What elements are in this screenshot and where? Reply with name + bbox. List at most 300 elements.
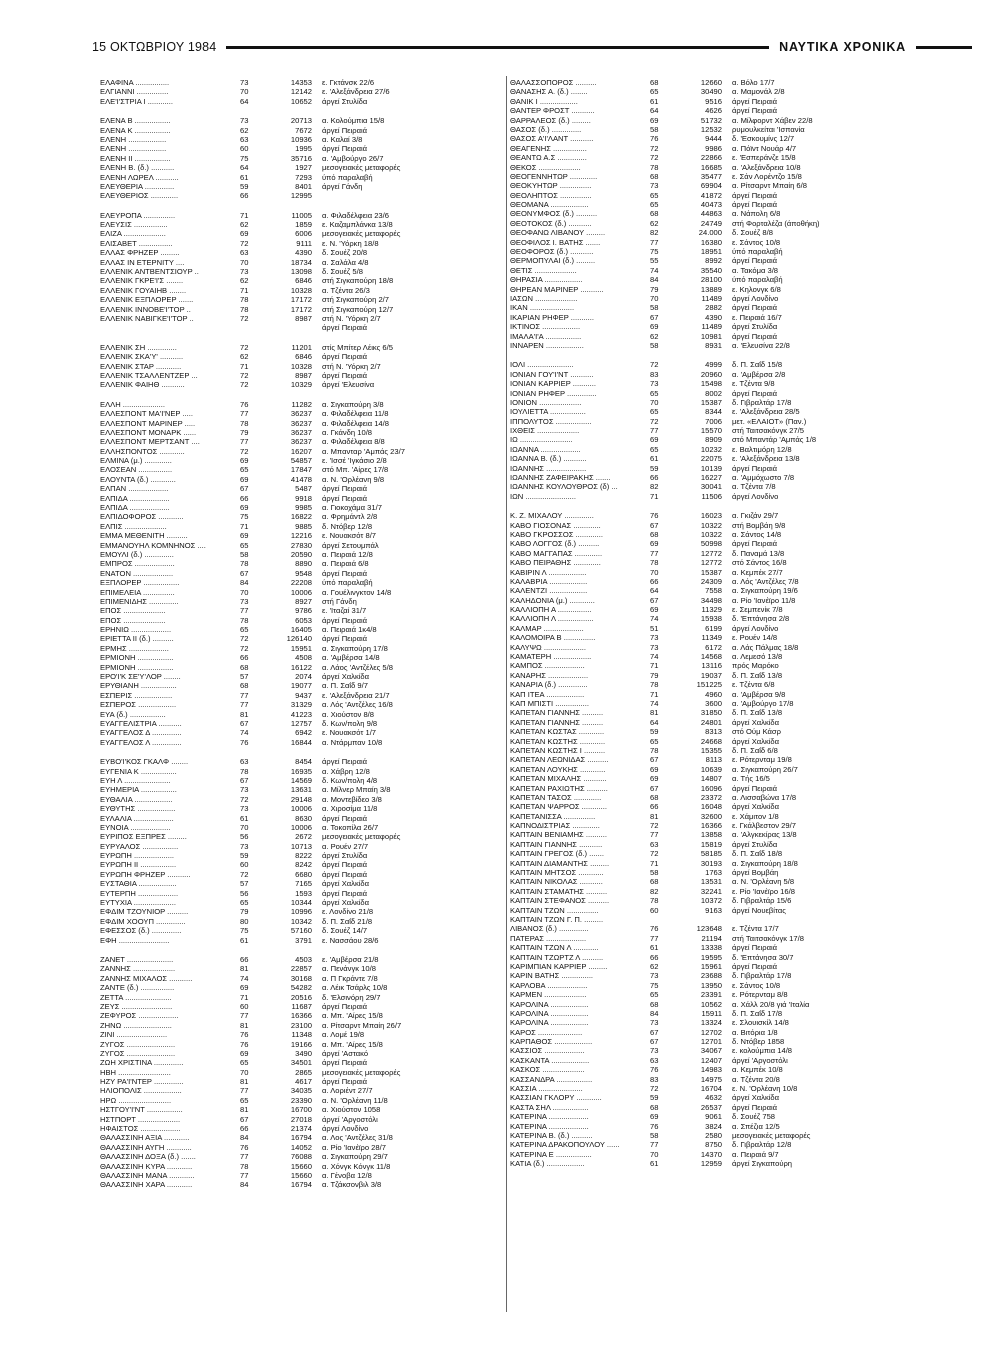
ship-row xyxy=(510,266,910,275)
ship-name: ΕΝΑΤΟΝ ................... xyxy=(100,568,174,578)
tonnage xyxy=(266,323,322,332)
ship-status: α. Σιγκαπούρη 26/7 xyxy=(732,764,798,774)
ship-row xyxy=(510,586,910,595)
ship-name: ΖΑΝΝΗΣ ΜΙΧΑΛΟΣ ........... xyxy=(100,973,193,983)
build-year: 67 xyxy=(650,783,659,793)
ship-row xyxy=(510,482,910,491)
build-year: 78 xyxy=(240,304,249,314)
build-year: 58 xyxy=(650,1130,659,1140)
tonnage: 54282 xyxy=(290,983,312,993)
build-year: 67 xyxy=(650,755,659,765)
ship-name: ΕΛΛΕΝΙΚ ΕΞΠΛΟΡΕΡ ....... xyxy=(100,295,194,305)
ship-name: ΚΑΠΝΟΔΙΣΤΡΙΑΣ ............. xyxy=(510,821,600,831)
build-year: 73 xyxy=(240,78,249,87)
tonnage: 54857 xyxy=(290,456,312,466)
ship-status: α. Λός 'Αντζέλες 7/8 xyxy=(732,576,799,586)
tonnage: 17847 xyxy=(290,465,312,475)
ship-name: ΕΛΛΕΝΙΚ ΣΗ .............. xyxy=(100,342,177,352)
ship-name: ΕΥΗ Λ ...................... xyxy=(100,775,171,785)
ship-status: άργεί Σετουμπάλ xyxy=(322,540,379,550)
tonnage: 16096 xyxy=(700,783,722,793)
ship-name: ΕΥΡΩΠΗ ................... xyxy=(100,851,175,861)
build-year: 62 xyxy=(240,220,249,230)
ship-row xyxy=(510,256,910,265)
tonnage: 13950 xyxy=(700,980,722,990)
ship-name: ΖΙΝΙ ........................ xyxy=(100,1030,168,1040)
ship-group xyxy=(510,360,910,501)
ship-row xyxy=(100,1124,500,1133)
build-year: 70 xyxy=(650,1149,659,1159)
ship-name: ΘΑΝΙΚ Ι .................. xyxy=(510,96,578,106)
ship-name: ΚΑΠΕΤΑΝ ΚΩΣΤΗΣ ............ xyxy=(510,736,606,746)
build-year: 78 xyxy=(650,745,659,755)
ship-row xyxy=(510,877,910,886)
tonnage: 16048 xyxy=(700,802,722,812)
ship-status: δ. 'Επτάνησα 30/7 xyxy=(732,952,794,962)
tonnage: 9986 xyxy=(705,143,722,153)
ship-row xyxy=(100,531,500,540)
ship-status: δ. 'Εσκουμίνς 12/7 xyxy=(732,134,795,144)
ship-row xyxy=(510,228,910,237)
build-year: 65 xyxy=(240,1058,249,1068)
ship-row xyxy=(100,135,500,144)
ship-row xyxy=(510,643,910,652)
build-year: 69 xyxy=(240,474,249,484)
ship-status: δ. Γιβραλτάρ 17/8 xyxy=(732,397,792,407)
ship-status: άργεί Σιγκαπούρη xyxy=(732,1159,793,1169)
ship-status: ε. Τζέντα 9/8 xyxy=(732,379,775,389)
ship-row xyxy=(100,163,500,172)
build-year: 63 xyxy=(650,839,659,849)
ship-status: ύπό παραλαβή xyxy=(322,578,373,588)
ship-row xyxy=(100,814,500,823)
build-year: 72 xyxy=(240,794,249,804)
ship-name: ΕΜΜΑ ΜΕΘΕΝΙΤΗ .......... xyxy=(100,531,188,541)
tonnage: 34498 xyxy=(700,595,722,605)
ship-name: ΕΛΠΙΔΑ ................... xyxy=(100,503,170,513)
ship-row xyxy=(510,1065,910,1074)
ship-status: α. Λάος 'Αντζέλες 5/8 xyxy=(322,662,393,672)
ship-name: ΕΛΕΥΣΙΣ ................ xyxy=(100,220,168,230)
build-year: 69 xyxy=(650,764,659,774)
ship-name: ΚΑΠΕΤΑΝ ΓΙΑΝΝΗΣ .......... xyxy=(510,708,604,718)
ship-name: ΕΦΗ ........................ xyxy=(100,935,170,945)
build-year: 70 xyxy=(650,567,659,577)
build-year: 65 xyxy=(650,407,659,417)
ship-name: ΕΛΟΥΝΤΑ (δ.) ............ xyxy=(100,474,176,484)
build-year: 81 xyxy=(240,709,249,719)
ship-name: ΕΜΟΥΛΙ (δ.) .............. xyxy=(100,549,174,559)
tonnage: 22075 xyxy=(700,454,722,464)
build-year: 68 xyxy=(240,662,249,672)
ship-name: ΚΑΣΤΑ ΣΗΛ ................. xyxy=(510,1102,589,1112)
ship-status: άργεί Λονδίνο xyxy=(732,491,779,501)
ship-row xyxy=(100,681,500,690)
ship-status: α. Ν. 'Ορλέανη 5/8 xyxy=(732,877,795,887)
tonnage: 4999 xyxy=(705,360,722,370)
tonnage: 23100 xyxy=(290,1020,312,1030)
ship-name: ΚΑΠΤΑΙΝ ΣΤΕΦΑΝΟΣ .......... xyxy=(510,896,610,906)
tonnage: 13531 xyxy=(700,877,722,887)
build-year: 59 xyxy=(650,727,659,737)
tonnage: 14052 xyxy=(290,1142,312,1152)
ship-name: ΚΑΠΤΑΙΝ ΜΗΤΣΟΣ ............ xyxy=(510,868,604,878)
tonnage: 32600 xyxy=(700,811,722,821)
build-year: 71 xyxy=(240,992,249,1002)
ship-status: ε. Πειραιά 16/7 xyxy=(732,312,782,322)
build-year: 65 xyxy=(650,190,659,200)
ship-name: ΕΛΛΑΣ ΦΡΗΖΕΡ ......... xyxy=(100,248,180,258)
ship-name: ΕΛΛΕΣΠΟΝΤ ΜΑ'Ι'ΝΕΡ ..... xyxy=(100,409,193,419)
build-year: 58 xyxy=(650,868,659,878)
ship-status: α. Καλαί 3/8 xyxy=(322,134,363,144)
ship-status: α. Πειραιά 1κ4/8 xyxy=(322,625,377,635)
ship-row xyxy=(510,680,910,689)
tonnage: 126140 xyxy=(286,634,312,644)
build-year: 75 xyxy=(240,926,249,936)
build-year: 59 xyxy=(650,1093,659,1103)
tonnage: 11687 xyxy=(291,1001,312,1011)
ship-row xyxy=(510,708,910,717)
build-year: 68 xyxy=(650,78,659,87)
ship-row xyxy=(100,860,500,869)
ship-name: ΕΞΠΛΟΡΕΡ ................. xyxy=(100,578,180,588)
ship-row xyxy=(510,454,910,463)
ship-status: δ. Κων/πολη 9/8 xyxy=(322,719,378,728)
ship-row xyxy=(100,1152,500,1161)
build-year: 71 xyxy=(240,285,249,295)
ship-name: ΚΑΡΟΛΙΝΑ .................. xyxy=(510,1018,589,1028)
ship-row xyxy=(100,220,500,229)
ship-status: ε. Χάμιτον 1/8 xyxy=(732,811,779,821)
build-year: 69 xyxy=(650,774,659,784)
tonnage: 14569 xyxy=(290,775,312,785)
ship-row xyxy=(510,915,910,924)
ship-row xyxy=(100,785,500,794)
ship-name: ΗΡΩ ......................... xyxy=(100,1095,172,1105)
ship-name: ΖΑΝΤΕ (δ.) ................ xyxy=(100,983,175,993)
ship-row xyxy=(510,1037,910,1046)
ship-row xyxy=(100,380,500,389)
build-year: 61 xyxy=(240,813,249,823)
tonnage: 22208 xyxy=(290,578,312,588)
ship-row xyxy=(100,323,500,332)
build-year: 69 xyxy=(240,229,249,239)
ship-status: άργεί Λονδίνο xyxy=(322,1124,369,1134)
ship-status: δ. Π. Σαΐδ 6/8 xyxy=(732,745,778,755)
ship-group xyxy=(510,511,910,1168)
build-year: 72 xyxy=(240,238,249,248)
ship-row xyxy=(510,652,910,661)
ship-status: α. Πειραιά 12/8 xyxy=(322,549,373,559)
tonnage: 19037 xyxy=(700,670,722,680)
ship-status: ε. Νασσάου 28/6 xyxy=(322,935,379,945)
ship-row xyxy=(100,1011,500,1020)
ship-row xyxy=(100,889,500,898)
ship-name: ΚΑΠΕΤΑΝΙΣΣΑ ............... xyxy=(510,811,596,821)
tonnage: 11282 xyxy=(291,399,312,409)
ship-row xyxy=(100,1086,500,1095)
ship-name: ΕΛΕΥΡΟΠΑ ............... xyxy=(100,210,176,220)
tonnage: 10981 xyxy=(700,331,722,341)
ship-row xyxy=(100,1096,500,1105)
build-year: 67 xyxy=(240,719,249,728)
ship-row xyxy=(100,456,500,465)
ship-status xyxy=(732,915,910,924)
ship-status: δ. 'Ελσινόρη 29/7 xyxy=(322,992,381,1002)
tonnage: 2882 xyxy=(705,303,722,313)
tonnage: 16227 xyxy=(700,473,722,483)
build-year: 67 xyxy=(240,484,249,494)
ship-status: α. 'Αμβούργο 17/8 xyxy=(732,699,794,708)
ship-row xyxy=(100,1180,500,1189)
build-year: 69 xyxy=(650,322,659,332)
ship-name: ΕΥΡΩΠΗ ΙΙ ................. xyxy=(100,860,177,870)
tonnage: 35540 xyxy=(700,265,722,275)
build-year: 74 xyxy=(240,973,249,983)
tonnage: 8454 xyxy=(295,757,312,767)
ship-name: ΘΑΛΑΣΣΙΝΗ ΑΞΙΑ ............ xyxy=(100,1133,190,1143)
build-year: 66 xyxy=(650,473,659,483)
ship-row xyxy=(510,896,910,905)
ship-name: ΙΟΝΙΑΝ ΓΟΥ'Ι'ΝΤ ........... xyxy=(510,369,594,379)
ship-row xyxy=(510,125,910,134)
ship-group xyxy=(100,757,500,945)
tonnage: 22866 xyxy=(700,153,722,163)
ship-name: ΚΑΛΑΒΡΙΑ .................. xyxy=(510,576,588,586)
tonnage: 10139 xyxy=(700,463,722,473)
ship-name: ΚΑΛΟΜΟΙΡΑ Β ............... xyxy=(510,633,596,643)
tonnage: 13116 xyxy=(701,661,722,671)
ship-status: μεσογειακές μεταφορές xyxy=(322,1067,401,1077)
ship-name: ΙΟΝΙΑΝ ΡΗΦΕΡ .............. xyxy=(510,388,597,398)
tonnage: 12660 xyxy=(700,78,722,87)
ship-row xyxy=(510,97,910,106)
build-year: 78 xyxy=(240,766,249,776)
build-year: 60 xyxy=(240,144,249,154)
ship-name: ΙΩΝ ........................ xyxy=(510,491,577,501)
build-year: 76 xyxy=(240,1142,249,1152)
build-year: 59 xyxy=(240,851,249,861)
ship-status: α. Βιτόρια 1/8 xyxy=(732,1027,778,1037)
ship-name: ΗΖΥ ΡΑ'Ι'ΝΤΕΡ .............. xyxy=(100,1077,184,1087)
tonnage: 2580 xyxy=(705,1130,722,1140)
ship-row xyxy=(510,821,910,830)
ship-row xyxy=(510,322,910,331)
build-year: 67 xyxy=(650,1037,659,1047)
ship-row xyxy=(510,1056,910,1065)
build-year: 66 xyxy=(240,653,249,663)
ship-name: ΚΑΠΕΤΑΝ ΚΩΣΤΗΣ Ι .......... xyxy=(510,745,606,755)
tonnage: 10562 xyxy=(700,999,722,1009)
ship-status: άργεί Πειραιά xyxy=(322,888,368,898)
build-year: 74 xyxy=(650,614,659,624)
tonnage: 20713 xyxy=(290,116,312,126)
ship-status: α. 'Αλγκεκίρας 13/8 xyxy=(732,830,797,840)
ship-row xyxy=(100,559,500,568)
ship-row xyxy=(100,191,500,200)
tonnage: 36237 xyxy=(290,437,312,447)
ship-row xyxy=(100,569,500,578)
ship-name: ΙΩΑΝΝΗΣ ................... xyxy=(510,463,587,473)
tonnage: 23390 xyxy=(290,1095,312,1105)
tonnage: 10328 xyxy=(290,285,312,295)
ship-status: στή Γάνδη xyxy=(322,596,357,606)
tonnage: 11349 xyxy=(701,633,722,643)
ship-name: ΘΕΟΚΥΗΤΩΡ ............... xyxy=(510,181,592,191)
ship-list-left-column xyxy=(100,78,500,1200)
ship-name: ΚΑΠ ΙΤΕΑ .................. xyxy=(510,689,585,699)
ship-row xyxy=(100,823,500,832)
build-year: 67 xyxy=(650,312,659,322)
ship-name: ΠΑΤΕΡΑΣ ................... xyxy=(510,933,587,943)
ship-status: άργεί Νουεβίτας xyxy=(732,905,786,915)
tonnage: 30193 xyxy=(700,858,722,868)
ship-status: άργεί Πειραιά xyxy=(322,813,368,823)
tonnage: 9918 xyxy=(295,493,312,503)
ship-name: ΙΟΥΛΙΕΤΤΑ ................. xyxy=(510,407,586,417)
ship-name: ΘΑΣΟΣ (δ.) .............. xyxy=(510,124,582,134)
ship-status: ε. Ν. 'Υόρκη 18/8 xyxy=(322,238,379,248)
tonnage: 12995 xyxy=(290,191,312,201)
ship-name: ΘΕΟΝΥΜΦΟΣ (δ.) .......... xyxy=(510,209,598,219)
ship-row xyxy=(510,755,910,764)
tonnage: 8222 xyxy=(295,851,312,861)
ship-name: ΚΑΠΕΤΑΝ ΛΕΩΝΙΔΑΣ .......... xyxy=(510,755,609,765)
ship-row xyxy=(510,285,910,294)
ship-name: ΕΛΛΕΝΙΚ ΣΚΑ'Υ' ........... xyxy=(100,352,184,362)
tonnage: 41872 xyxy=(700,190,722,200)
ship-name: ΚΑΤΕΡΙΝΑ Ε ................. xyxy=(510,1149,592,1159)
build-year: 81 xyxy=(650,708,659,718)
build-year: 71 xyxy=(650,858,659,868)
tonnage: 24749 xyxy=(700,218,722,228)
ship-row xyxy=(100,97,500,106)
ship-status: α. Ρίτσαρντ Μπαίη 6/8 xyxy=(732,181,807,191)
tonnage: 29148 xyxy=(290,794,312,804)
tonnage: 7293 xyxy=(295,172,312,182)
build-year: 75 xyxy=(650,247,659,257)
build-year: 51 xyxy=(650,623,659,633)
build-year: 80 xyxy=(240,916,249,926)
ship-name: ΚΑΡΟΛΙΝΑ .................. xyxy=(510,999,589,1009)
build-year: 65 xyxy=(650,200,659,210)
build-year: 68 xyxy=(240,681,249,691)
build-year: 77 xyxy=(240,409,249,419)
tonnage: 30490 xyxy=(700,87,722,97)
ship-status: α. Σιγκαπούρη 17/8 xyxy=(322,643,388,653)
ship-row xyxy=(100,1058,500,1067)
ship-name: ΚΑΡΠΑΘΟΣ .................. xyxy=(510,1037,593,1047)
build-year: 61 xyxy=(650,943,659,953)
tonnage: 15387 xyxy=(700,397,722,407)
build-year: 65 xyxy=(650,736,659,746)
ship-row xyxy=(100,1105,500,1114)
build-year: 67 xyxy=(240,775,249,785)
tonnage: 36237 xyxy=(290,427,312,437)
ship-status: α. Τοκοπίλα 26/7 xyxy=(322,822,379,832)
build-year: 82 xyxy=(650,228,659,238)
ship-row xyxy=(510,953,910,962)
ship-group xyxy=(100,955,500,1190)
build-year: 71 xyxy=(650,661,659,671)
ship-row xyxy=(100,314,500,323)
ship-status: α. Λέικ Τσάρλς 10/8 xyxy=(322,983,388,993)
build-year: 68 xyxy=(650,529,659,539)
ship-row xyxy=(100,87,500,96)
ship-name: ΙΟΝΙΑΝ ΚΑΡΡΙΕΡ ........... xyxy=(510,379,596,389)
ship-row xyxy=(100,239,500,248)
tonnage: 31329 xyxy=(290,700,312,710)
tonnage: 19077 xyxy=(290,681,312,691)
build-year: 61 xyxy=(650,1159,659,1169)
ship-name: ΖΕΥΣ ........................ xyxy=(100,1001,173,1011)
tonnage: 1593 xyxy=(295,888,312,898)
ship-status: στή Σιγκαπούρη 12/7 xyxy=(322,304,394,314)
ship-name: ΕΛΕΝΗ ΙΙ ................. xyxy=(100,153,171,163)
ship-status: στή Σιγκαπούρη 2/7 xyxy=(322,295,390,305)
ship-group xyxy=(100,78,500,106)
ship-row xyxy=(510,106,910,115)
ship-row xyxy=(100,898,500,907)
ship-name: ΘΑΛΑΣΣΟΠΟΡΟΣ .......... xyxy=(510,78,597,87)
ship-name: ΚΑΜΠΟΣ ................... xyxy=(510,661,585,671)
build-year: 79 xyxy=(240,907,249,917)
tonnage: 8909 xyxy=(705,435,722,445)
tonnage: 12701 xyxy=(700,1037,722,1047)
build-year: 84 xyxy=(650,275,659,285)
ship-status: α. Σιγκαπούρη 18/8 xyxy=(732,858,798,868)
ship-row xyxy=(510,426,910,435)
ship-name: ΚΑΠΤΑΙΝ ΓΡΕΓΟΣ (δ.) ....... xyxy=(510,849,604,859)
header-rule xyxy=(226,46,769,49)
ship-status: άργεί Χαλκίδα xyxy=(732,1093,780,1103)
tonnage: 14983 xyxy=(700,1065,722,1075)
ship-name: ΚΑΠΤΑΙΝ ΓΙΑΝΝΗΣ ........... xyxy=(510,839,603,849)
ship-row xyxy=(100,447,500,456)
build-year: 72 xyxy=(650,143,659,153)
tonnage: 15819 xyxy=(700,839,722,849)
ship-row xyxy=(100,993,500,1002)
build-year: 66 xyxy=(240,954,249,964)
ship-status: α. Λος 'Αντζέλες 31/8 xyxy=(322,1133,393,1143)
ship-status: δ. Σουέζ 14/7 xyxy=(322,926,368,936)
build-year: 73 xyxy=(650,379,659,389)
ship-status: α. 'Αμμόχωστο 7/8 xyxy=(732,473,795,483)
ship-row xyxy=(100,719,500,728)
ship-name: ΙΜΑΛΑ'Ι'Α ................. xyxy=(510,331,582,341)
ship-status: α. Σαλάλα 4/8 xyxy=(322,257,369,267)
tonnage: 11005 xyxy=(291,210,312,220)
ship-name: ΚΑΣΚΟΣ .................... xyxy=(510,1065,585,1075)
build-year: 74 xyxy=(650,265,659,275)
ship-status: άργεί Λονδίνο xyxy=(732,623,779,633)
tonnage: 151225 xyxy=(696,680,722,690)
ship-row xyxy=(510,943,910,952)
tonnage: 8931 xyxy=(705,340,722,350)
ship-name: ΕΛΛΕΝΙΚ ΑΝΤΒΕΝΤΣΙΟΥΡ .. xyxy=(100,267,199,277)
build-year: 72 xyxy=(240,446,249,456)
build-year: 74 xyxy=(650,699,659,708)
ship-status: άργεί Πειραιά xyxy=(322,615,368,625)
ship-name: ΘΕΤΙΣ .................... xyxy=(510,265,577,275)
build-year: 60 xyxy=(240,1001,249,1011)
ship-name: ΕΥΓΕΝΙΑ Κ ................. xyxy=(100,766,177,776)
tonnage: 4626 xyxy=(705,106,722,116)
build-year: 62 xyxy=(240,125,249,135)
ship-status: δ. Ντόβερ 12/8 xyxy=(322,521,373,531)
ship-group xyxy=(100,116,500,201)
